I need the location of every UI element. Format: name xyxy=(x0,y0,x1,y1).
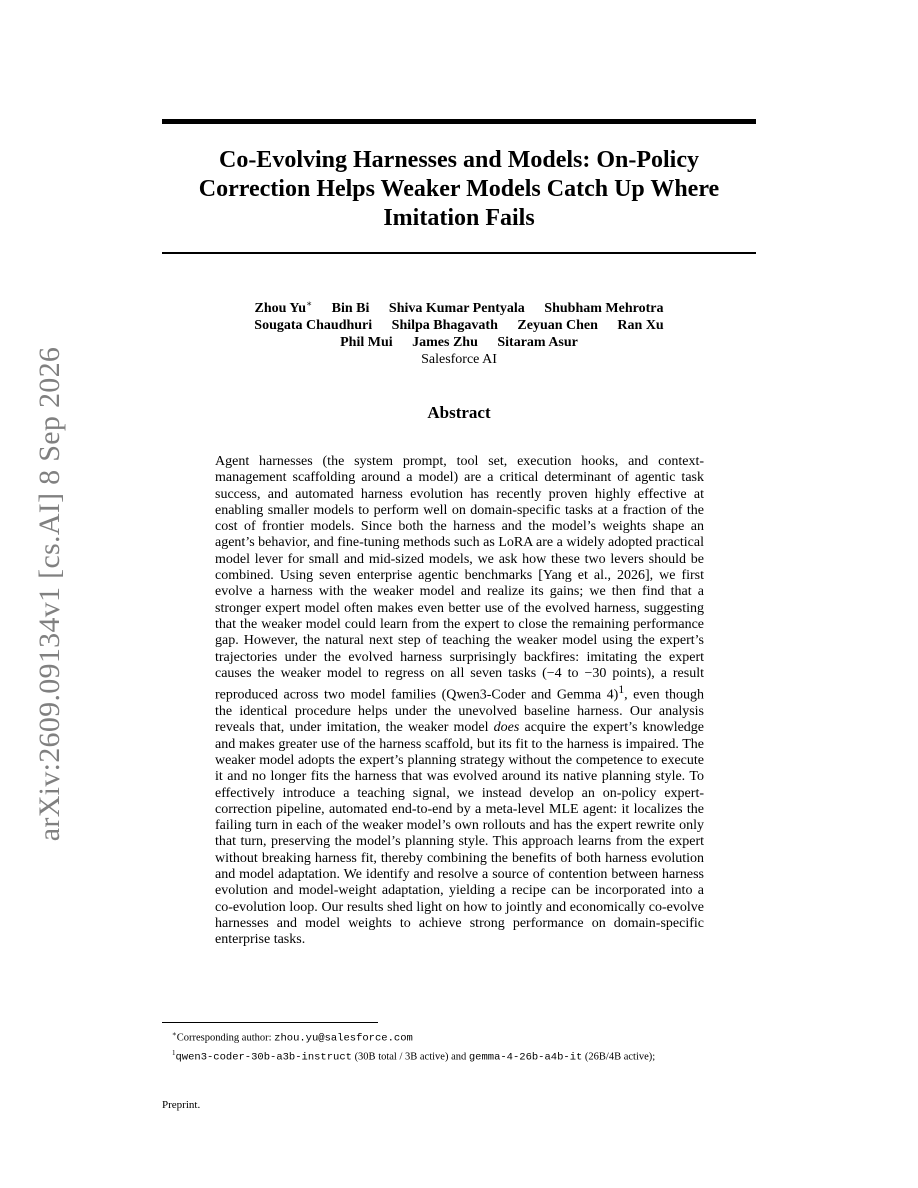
author-block xyxy=(162,295,756,368)
author-name: Bin Bi xyxy=(331,300,370,316)
author-name: Shilpa Bhagavath xyxy=(391,317,498,333)
author-name: Shubham Mehrotra xyxy=(544,300,664,316)
footnote-model-names: $^1$qwen3-coder-30b-a3b-instruct (30B total / 3B active) and gemma-4-26b-a4b-it (26B/4B active); xyxy=(172,1048,656,1063)
arxiv-identifier-text: arXiv:2609.09134v1 [cs.AI] 8 Sep 2026 xyxy=(33,346,66,842)
author-row-1 xyxy=(162,295,756,317)
footnote-corresponding-author: ∗Corresponding author: zhou.yu@salesforce.com xyxy=(172,1030,413,1045)
author-name: Zhou Yu∗ xyxy=(254,298,313,316)
author-row-3 xyxy=(162,334,756,351)
abstract-heading: Abstract xyxy=(427,403,491,422)
title-bottom-rule xyxy=(162,252,756,254)
author-email: zhou.yu@salesforce.com xyxy=(274,1032,413,1045)
footnotes xyxy=(162,1027,762,1064)
author-affiliation: Salesforce AI xyxy=(421,351,497,367)
author-row-2 xyxy=(162,317,756,334)
author-name: Ran Xu xyxy=(617,317,664,333)
author-name: Shiva Kumar Pentyala xyxy=(388,300,525,316)
abstract-body: Agent harnesses (the system prompt, tool set, execution hooks, and context-management scaffolding around a model) are a critical determinant of agentic task success, and automated harness evolution has recently proven highly effective at enabling smaller models to perform well on domain-specific tasks at a fraction of the cost of frontier models. Since both the harness and the model’s weights shape an agent’s behavior, and fine-tuning methods such as LoRA are a widely adopted practical model lever for small and mid-sized models, we ask how these two levers should be combined. Using seven enterprise agentic benchmarks [Yang et al., 2026], we first evolve a harness with the weaker model and realize its gains; we then find that a stronger expert model often makes even better use of the evolved harness, suggesting that the weaker model could learn from the expert to close the remaining performance gap. However, the natural next step of teaching the weaker model using the expert’s trajectories under the evolved harness surprisingly backfires: imitating the expert causes the weaker model to regress on all seven tasks (−4 to −30 points), a result reproduced across two model families (Qwen3-Coder and Gemma 4)$^1$, even though the identical procedure helps under the unevolved baseline harness. Our analysis reveals that, under imitation, the weaker model does acquire the expert’s knowledge and makes greater use of the harness scaffold, but its fit to the harness is impaired. The weaker model adopts the expert’s planning strategy without the competence to execute it and no longer fits the harness that was evolved around its native planning style. To effectively introduce a teaching signal, we instead develop an on-policy expert-correction pipeline, automated end-to-end by a meta-level MLE agent: it localizes the failing turn in each of the weaker model’s own rollouts and has the expert rewrite only that turn, preserving the model’s planning style. This approach learns from the expert without breaking harness fit, thereby combining the benefits of both harness evolution and model adaptation. We identify and resolve a source of contention between harness evolution and model-weight adaptation, yielding a recipe can be incorporated into a co-evolution loop. Our results shed light on how to jointly and economically co-evolve harnesses and model weights to achieve strong performance on domain-specific enterprise tasks. xyxy=(215,454,705,948)
preprint-label: Preprint. xyxy=(162,1099,201,1111)
author-name: Sougata Chaudhuri xyxy=(254,317,373,333)
footnote-reference: 1 xyxy=(618,683,625,697)
author-name: Phil Mui xyxy=(340,334,393,350)
emphasis-text: does xyxy=(493,720,520,736)
author-name: Sitaram Asur xyxy=(497,334,578,350)
corresponding-author-mark: ∗ xyxy=(306,298,313,308)
footnote-rule xyxy=(162,1022,378,1023)
author-name: Zeyuan Chen xyxy=(517,317,598,333)
author-name: James Zhu xyxy=(412,334,478,350)
paper-title: Co-Evolving Harnesses and Models: On-Policy Correction Helps Weaker Models Catch Up Where Imitation Fails xyxy=(198,147,720,231)
title-top-rule xyxy=(162,119,756,124)
